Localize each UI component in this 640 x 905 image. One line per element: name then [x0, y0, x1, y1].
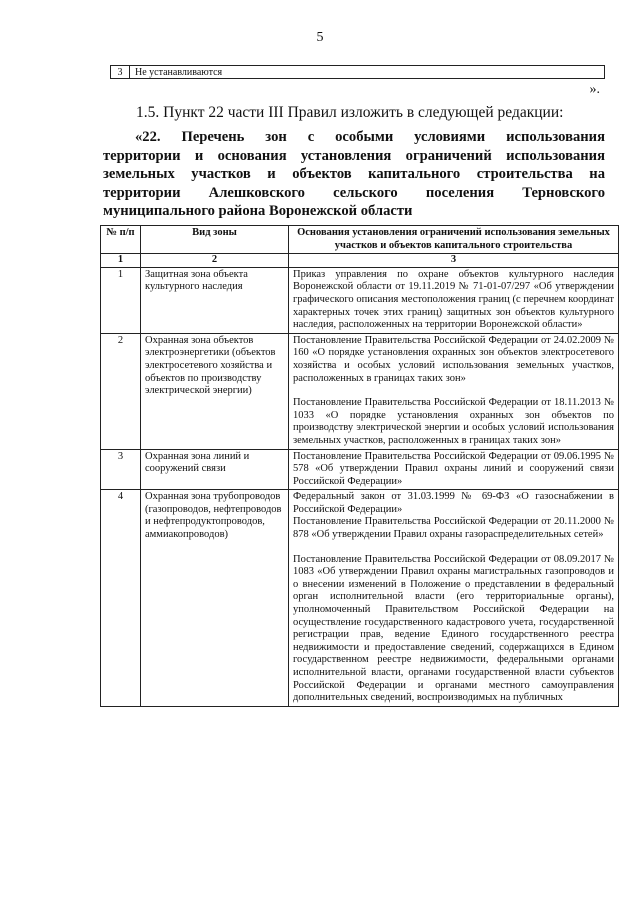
legal-basis: [289, 267, 619, 333]
zones-table: [100, 225, 619, 707]
zone-type: Охранная зона линий и сооружений связи: [141, 449, 289, 490]
section-heading: [103, 128, 605, 221]
legal-basis-item: Постановление Правительства Российской Федерации от 08.09.2017 № 1083 «Об утверждении Правил охраны магистральных газопроводов и о внесении изменений в Положение о представлении в федеральный орган исполнительной власти (его территориальные органы), уполномоченный Правительством Российской Федерации на осуществление государственного кадастрового учета, государственной регистрации прав, ведение Единого государственного реестра недвижимости и предоставление сведений, содержащихся в Едином государственном реестре недвижимости, федеральными органами исполнительной власти, органами государственной власти субъектов Российской Федерации и органами местного самоуправления дополнительных сведений, воспроизводимых на публичных: [293, 553, 614, 704]
col-number: 2: [141, 254, 289, 268]
zone-type: Охранная зона трубопроводов (газопроводов, нефтепроводов и нефтепродуктопроводов, аммиакопроводов): [141, 490, 289, 707]
legal-basis: [289, 449, 619, 490]
legal-basis: [289, 490, 619, 707]
intro-paragraph: 1.5. Пункт 22 части III Правил изложить в следующей редакции:: [136, 104, 564, 121]
col-number: 3: [289, 254, 619, 268]
legal-basis-item: Постановление Правительства Российской Федерации от 24.02.2009 № 160 «О порядке установления охранных зон объектов электросетевого хозяйства и особых условий использования земельных участков, расположенных в границах таких зон»: [293, 334, 614, 384]
row-number: 1: [101, 267, 141, 333]
legal-basis-item: Федеральный закон от 31.03.1999 № 69-ФЗ «О газоснабжении в Российской Федерации»: [293, 491, 614, 515]
row-number: 4: [101, 490, 141, 707]
legal-basis-item: Приказ управления по охране объектов культурного наследия Воронежской области от 19.11.2019 № 71-01-07/297 «Об утверждении графического описания местоположения границ (с перечнем координат характерных точек этих границ) защитных зон объектов культурного наследия, расположенных на территории Воронежской области»: [293, 268, 614, 331]
legal-basis: [289, 333, 619, 449]
table-row: [101, 449, 619, 490]
header-basis: Основания установления ограничений использования земельных участков и объектов капитального строительства: [289, 226, 619, 254]
table-row: [101, 267, 619, 333]
row-number: 3: [101, 449, 141, 490]
table-row: [101, 490, 619, 707]
legal-basis-item: Постановление Правительства Российской Федерации от 20.11.2000 № 878 «Об утверждении Правил охраны газораспределительных сетей»: [293, 516, 614, 541]
row-number: 2: [101, 333, 141, 449]
closing-quote: ».: [589, 82, 600, 97]
previous-row-number: 3: [111, 66, 130, 78]
page-number: 5: [316, 30, 324, 45]
table-row: [101, 333, 619, 449]
zone-type: Охранная зона объектов электроэнергетики (объектов электросетевого хозяйства и объектов по производству электрической энергии): [141, 333, 289, 449]
header-zone: Вид зоны: [141, 226, 289, 254]
legal-basis-item: Постановление Правительства Российской Федерации от 09.06.1995 № 578 «Об утверждении Правил охраны линий и сооружений связи Российской Федерации»: [293, 450, 614, 487]
previous-table-last-row: [110, 65, 605, 79]
heading-line: территории Алешковского сельского поселения Терновского: [103, 184, 605, 201]
column-number-row: [101, 254, 619, 268]
legal-basis-item: Постановление Правительства Российской Федерации от 18.11.2013 № 1033 «О порядке установления охранных зон объектов по производству электрической энергии и особых условий использования земельных участков, расположенных в границах таких зон»: [293, 397, 614, 446]
previous-row-text: Не устанавливаются: [135, 67, 223, 78]
heading-line: муниципального района Воронежской области: [103, 203, 413, 219]
table-header-row: [101, 226, 619, 254]
zone-type: Защитная зона объекта культурного наследия: [141, 267, 289, 333]
heading-line: территории и основания установления ограничений использования: [103, 147, 605, 164]
col-number: 1: [101, 254, 141, 268]
heading-line: земельных участков и объектов капитального строительства на: [103, 166, 605, 182]
header-num: № п/п: [101, 226, 141, 254]
heading-line: «22. Перечень зон с особыми условиями использования: [135, 129, 605, 145]
